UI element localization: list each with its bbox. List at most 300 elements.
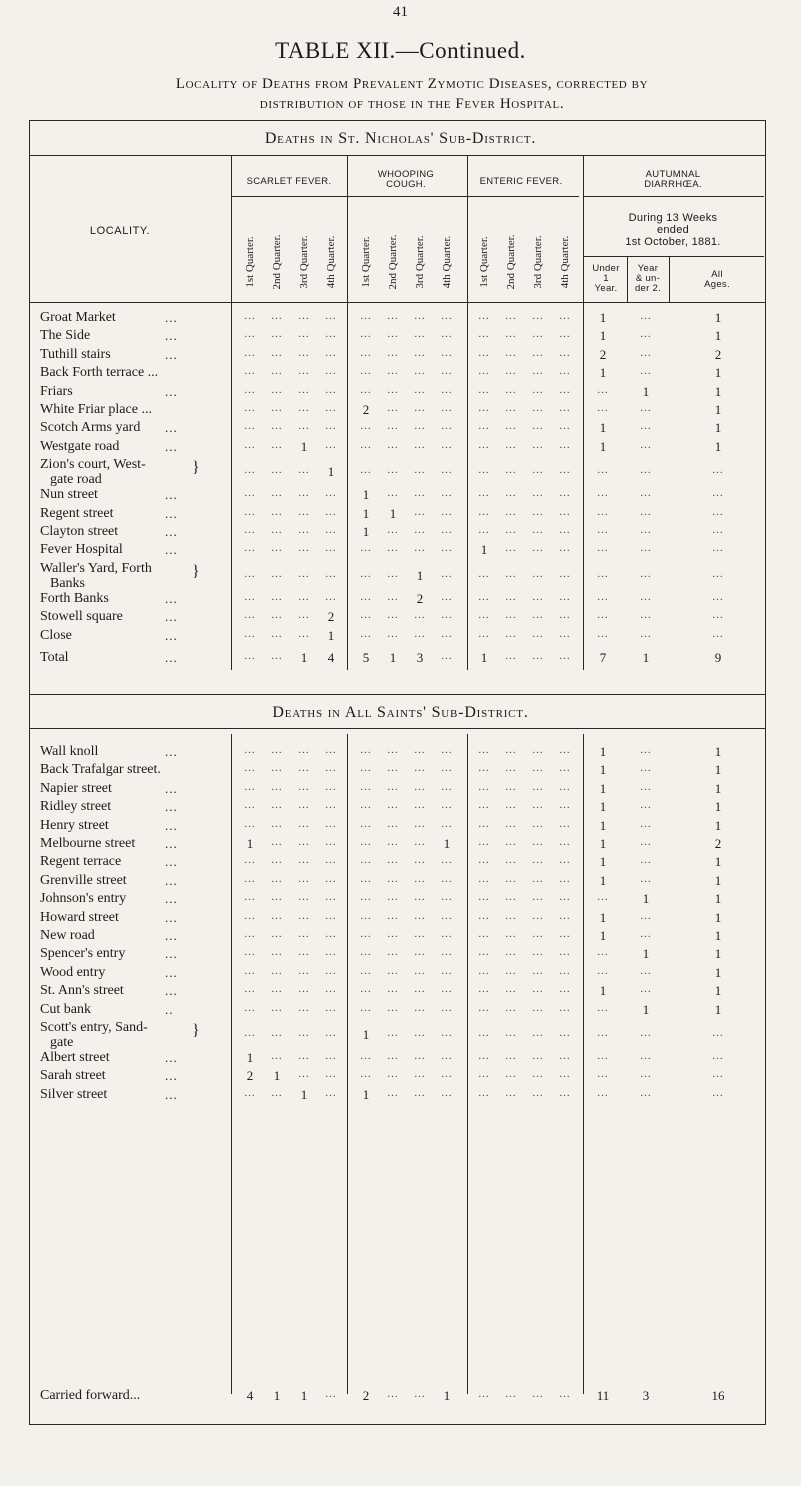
empty-cell: ...: [244, 1086, 256, 1099]
empty-cell: ...: [532, 983, 544, 996]
locality-name: Westgate road: [40, 438, 120, 454]
leader-dots: ...: [165, 505, 178, 521]
empty-cell: ...: [244, 946, 256, 959]
empty-cell: ...: [441, 542, 453, 555]
empty-cell: ...: [559, 762, 571, 775]
empty-cell: ...: [441, 964, 453, 977]
empty-cell: ...: [640, 964, 652, 977]
empty-cell: ...: [298, 487, 310, 500]
empty-cell: ...: [325, 854, 337, 867]
empty-cell: ...: [640, 1068, 652, 1081]
table-row: [0, 818, 801, 836]
empty-cell: ...: [298, 744, 310, 756]
empty-cell: ...: [387, 420, 399, 433]
empty-cell: ...: [325, 346, 337, 359]
empty-cell: ...: [244, 310, 256, 322]
empty-cell: ...: [559, 1050, 571, 1062]
locality-name: Forth Banks: [40, 590, 109, 606]
empty-cell: ...: [640, 762, 652, 775]
empty-cell: ...: [640, 872, 652, 885]
empty-cell: ...: [360, 627, 372, 640]
empty-cell: ...: [271, 928, 283, 940]
leader-dots: ...: [165, 928, 178, 943]
cell-value: 1: [599, 799, 607, 815]
empty-cell: ...: [640, 854, 652, 867]
empty-cell: ...: [360, 365, 372, 378]
empty-cell: ...: [559, 964, 571, 977]
empty-cell: ...: [532, 524, 544, 536]
empty-cell: ...: [597, 1068, 609, 1081]
empty-cell: ...: [532, 310, 544, 322]
empty-cell: ...: [271, 464, 283, 477]
empty-cell: ...: [414, 609, 426, 622]
empty-cell: ...: [298, 567, 310, 580]
empty-cell: ...: [532, 872, 544, 885]
empty-cell: ...: [244, 590, 256, 603]
empty-cell: ...: [441, 891, 453, 904]
cell-value: 1: [714, 438, 722, 454]
empty-cell: ...: [597, 1001, 609, 1014]
table-title: TABLE XII.—Continued.: [275, 38, 526, 63]
empty-cell: ...: [532, 1086, 544, 1099]
cell-value: 1: [273, 1388, 281, 1403]
empty-cell: ...: [360, 310, 372, 322]
empty-cell: ...: [271, 946, 283, 959]
empty-cell: ...: [325, 762, 337, 775]
empty-cell: ...: [505, 365, 517, 378]
locality-name: Scotch Arms yard: [40, 420, 141, 436]
empty-cell: ...: [559, 650, 571, 662]
empty-cell: ...: [532, 505, 544, 518]
empty-cell: ...: [298, 328, 310, 341]
empty-cell: ...: [712, 627, 724, 640]
under-1-year-header-2: 1: [603, 273, 609, 284]
empty-cell: ...: [325, 402, 337, 414]
empty-cell: ...: [478, 762, 490, 775]
locality-name: New road: [40, 928, 95, 943]
locality-name: Wall knoll: [40, 744, 99, 759]
empty-cell: ...: [505, 383, 517, 396]
empty-cell: ...: [387, 524, 399, 536]
empty-cell: ...: [441, 365, 453, 378]
leader-dots: ...: [165, 780, 178, 796]
empty-cell: ...: [387, 464, 399, 477]
empty-cell: ...: [325, 817, 337, 830]
locality-name: Tuthill stairs: [40, 346, 111, 362]
empty-cell: ...: [505, 487, 517, 500]
leader-dots: ...: [165, 590, 178, 606]
empty-cell: ...: [387, 1086, 399, 1099]
empty-cell: ...: [712, 1068, 724, 1081]
empty-cell: ...: [505, 891, 517, 904]
empty-cell: ...: [414, 964, 426, 977]
cell-value: 1: [327, 627, 335, 643]
empty-cell: ...: [478, 590, 490, 603]
table-row: [0, 439, 801, 457]
empty-cell: ...: [712, 524, 724, 536]
empty-cell: ...: [505, 872, 517, 885]
empty-cell: ...: [597, 1027, 609, 1039]
cell-value: 1: [599, 817, 607, 833]
cell-value: 1: [714, 420, 722, 436]
empty-cell: ...: [505, 1388, 517, 1400]
empty-cell: ...: [325, 1001, 337, 1014]
empty-cell: ...: [640, 310, 652, 322]
empty-cell: ...: [597, 524, 609, 536]
empty-cell: ...: [298, 836, 310, 848]
empty-cell: ...: [244, 1001, 256, 1014]
locality-name: Groat Market: [40, 310, 116, 325]
empty-cell: ...: [244, 365, 256, 378]
empty-cell: ...: [360, 438, 372, 451]
locality-name: Johnson's entry: [40, 891, 127, 907]
empty-cell: ...: [360, 817, 372, 830]
empty-cell: ...: [559, 609, 571, 622]
table-row: [0, 384, 801, 402]
leader-dots: ...: [165, 1068, 178, 1084]
empty-cell: ...: [441, 310, 453, 322]
empty-cell: ...: [244, 872, 256, 885]
empty-cell: ...: [441, 650, 453, 662]
leader-dots: ...: [165, 487, 178, 503]
empty-cell: ...: [640, 744, 652, 756]
leader-dots: ...: [165, 383, 178, 399]
empty-cell: ...: [505, 524, 517, 536]
empty-cell: ...: [478, 524, 490, 536]
empty-cell: ...: [441, 487, 453, 500]
empty-cell: ...: [244, 524, 256, 536]
empty-cell: ...: [532, 836, 544, 848]
empty-cell: ...: [387, 365, 399, 378]
empty-cell: ...: [298, 909, 310, 922]
page-number: 41: [393, 4, 408, 20]
empty-cell: ...: [478, 365, 490, 378]
empty-cell: ...: [271, 909, 283, 922]
empty-cell: ...: [559, 836, 571, 848]
locality-name: Ridley street: [40, 799, 112, 815]
brace-mark: }: [192, 459, 200, 477]
empty-cell: ...: [532, 1001, 544, 1014]
empty-cell: ...: [244, 567, 256, 580]
empty-cell: ...: [244, 328, 256, 341]
empty-cell: ...: [559, 872, 571, 885]
cell-value: 1: [599, 780, 607, 796]
table-row: [0, 542, 801, 560]
empty-cell: ...: [505, 854, 517, 867]
leader-dots: ...: [165, 744, 178, 759]
empty-cell: ...: [559, 1086, 571, 1099]
cell-value: 1: [599, 854, 607, 870]
empty-cell: ...: [478, 402, 490, 414]
empty-cell: ...: [360, 542, 372, 555]
empty-cell: ...: [532, 464, 544, 477]
cell-value: 4: [246, 1388, 254, 1403]
empty-cell: ...: [559, 744, 571, 756]
empty-cell: ...: [597, 567, 609, 580]
empty-cell: ...: [271, 983, 283, 996]
empty-cell: ...: [325, 420, 337, 433]
empty-cell: ...: [640, 836, 652, 848]
empty-cell: ...: [325, 438, 337, 451]
empty-cell: ...: [640, 1086, 652, 1099]
empty-cell: ...: [441, 854, 453, 867]
empty-cell: ...: [271, 891, 283, 904]
locality-name: White Friar place ...: [40, 402, 152, 417]
table-subtitle-line2: distribution of those in the Fever Hospital.: [259, 96, 565, 112]
empty-cell: ...: [387, 891, 399, 904]
table-row: [0, 946, 801, 964]
cell-value: 1: [480, 542, 488, 558]
empty-cell: ...: [244, 909, 256, 922]
cell-value: 3: [642, 1388, 650, 1403]
cell-value: 1: [362, 505, 370, 521]
empty-cell: ...: [505, 346, 517, 359]
table-row: [0, 1087, 801, 1105]
empty-cell: ...: [478, 983, 490, 996]
leader-dots: ...: [165, 438, 178, 454]
empty-cell: ...: [478, 438, 490, 451]
leader-dots: ...: [165, 328, 178, 344]
empty-cell: ...: [325, 383, 337, 396]
leader-dots: ...: [165, 542, 178, 558]
empty-cell: ...: [360, 946, 372, 959]
empty-cell: ...: [532, 609, 544, 622]
empty-cell: ...: [532, 1068, 544, 1081]
empty-cell: ...: [478, 928, 490, 940]
leader-dots: ...: [165, 964, 178, 980]
empty-cell: ...: [478, 1001, 490, 1014]
locality-name: Regent street: [40, 505, 114, 521]
autumnal-header-1: AUTUMNAL: [645, 169, 701, 180]
leader-dots: ...: [165, 346, 178, 362]
empty-cell: ...: [532, 799, 544, 812]
empty-cell: ...: [414, 420, 426, 433]
cell-value: 1: [642, 891, 650, 907]
empty-cell: ...: [298, 872, 310, 885]
empty-cell: ...: [271, 836, 283, 848]
empty-cell: ...: [271, 383, 283, 396]
empty-cell: ...: [597, 464, 609, 477]
cell-value: 1: [599, 310, 607, 325]
empty-cell: ...: [414, 817, 426, 830]
table-row: [0, 1020, 801, 1050]
empty-cell: ...: [441, 328, 453, 341]
empty-cell: ...: [325, 524, 337, 536]
empty-cell: ...: [559, 346, 571, 359]
empty-cell: ...: [414, 891, 426, 904]
empty-cell: ...: [360, 891, 372, 904]
cell-value: 1: [599, 872, 607, 888]
empty-cell: ...: [559, 590, 571, 603]
empty-cell: ...: [414, 909, 426, 922]
empty-cell: ...: [478, 383, 490, 396]
empty-cell: ...: [414, 946, 426, 959]
empty-cell: ...: [271, 744, 283, 756]
empty-cell: ...: [244, 487, 256, 500]
empty-cell: ...: [559, 402, 571, 414]
empty-cell: ...: [271, 609, 283, 622]
empty-cell: ...: [478, 1068, 490, 1081]
empty-cell: ...: [387, 983, 399, 996]
empty-cell: ...: [597, 383, 609, 396]
empty-cell: ...: [559, 909, 571, 922]
cell-value: 1: [714, 946, 722, 962]
locality-name-continued: gate road: [50, 472, 102, 488]
empty-cell: ...: [505, 328, 517, 341]
rule: [627, 256, 628, 303]
table-row: [0, 457, 801, 488]
all-ages-header-2: Ages.: [704, 279, 730, 290]
leader-dots: ...: [165, 891, 178, 907]
empty-cell: ...: [441, 817, 453, 830]
empty-cell: ...: [325, 928, 337, 940]
empty-cell: ...: [478, 1086, 490, 1099]
empty-cell: ...: [478, 420, 490, 433]
empty-cell: ...: [244, 817, 256, 830]
empty-cell: ...: [414, 872, 426, 885]
leader-dots: ...: [165, 650, 178, 665]
rule: [669, 256, 670, 303]
empty-cell: ...: [387, 627, 399, 640]
empty-cell: ...: [441, 1027, 453, 1039]
empty-cell: ...: [298, 1001, 310, 1014]
empty-cell: ...: [360, 928, 372, 940]
cell-value: 5: [362, 650, 370, 665]
empty-cell: ...: [325, 964, 337, 977]
empty-cell: ...: [271, 650, 283, 662]
cell-value: 1: [714, 854, 722, 870]
empty-cell: ...: [414, 1001, 426, 1014]
cell-value: 4: [327, 650, 335, 665]
empty-cell: ...: [712, 609, 724, 622]
locality-name: Total: [40, 650, 69, 665]
empty-cell: ...: [478, 310, 490, 322]
empty-cell: ...: [244, 346, 256, 359]
empty-cell: ...: [387, 567, 399, 580]
empty-cell: ...: [505, 402, 517, 414]
empty-cell: ...: [387, 817, 399, 830]
table-row: [0, 347, 801, 365]
empty-cell: ...: [712, 1086, 724, 1099]
empty-cell: ...: [360, 1050, 372, 1062]
empty-cell: ...: [559, 891, 571, 904]
empty-cell: ...: [441, 438, 453, 451]
empty-cell: ...: [387, 310, 399, 322]
empty-cell: ...: [414, 780, 426, 793]
cell-value: 1: [714, 891, 722, 907]
empty-cell: ...: [298, 590, 310, 603]
whooping-header-1: WHOOPING: [377, 169, 435, 180]
empty-cell: ...: [298, 799, 310, 812]
table-row: [0, 983, 801, 1001]
empty-cell: ...: [360, 872, 372, 885]
table-row: [0, 328, 801, 346]
locality-name: Friars: [40, 383, 73, 399]
empty-cell: ...: [532, 1027, 544, 1039]
empty-cell: ...: [505, 817, 517, 830]
locality-name: Clayton street: [40, 524, 119, 539]
empty-cell: ...: [640, 524, 652, 536]
cell-value: 1: [642, 650, 650, 665]
empty-cell: ...: [244, 420, 256, 433]
cell-value: 1: [389, 650, 397, 665]
empty-cell: ...: [559, 928, 571, 940]
empty-cell: ...: [271, 420, 283, 433]
empty-cell: ...: [387, 928, 399, 940]
empty-cell: ...: [597, 946, 609, 959]
leader-dots: ...: [165, 524, 178, 539]
empty-cell: ...: [244, 402, 256, 414]
locality-name: Stowell square: [40, 609, 123, 625]
empty-cell: ...: [387, 1068, 399, 1081]
leader-dots: ...: [165, 1050, 178, 1065]
leader-dots: ...: [165, 872, 178, 888]
empty-cell: ...: [532, 650, 544, 662]
empty-cell: ...: [478, 854, 490, 867]
table-row: [0, 928, 801, 946]
rule: [29, 155, 765, 156]
empty-cell: ...: [441, 780, 453, 793]
empty-cell: ...: [360, 964, 372, 977]
empty-cell: ...: [505, 438, 517, 451]
cell-value: 1: [599, 909, 607, 925]
locality-name: Zion's court, West-: [40, 457, 146, 473]
empty-cell: ...: [505, 1050, 517, 1062]
empty-cell: ...: [559, 464, 571, 477]
empty-cell: ...: [559, 854, 571, 867]
table-row: [0, 1068, 801, 1086]
whooping-header-2: COUGH.: [386, 179, 426, 190]
empty-cell: ...: [478, 567, 490, 580]
empty-cell: ...: [360, 590, 372, 603]
empty-cell: ...: [387, 542, 399, 555]
table-row: [0, 591, 801, 609]
locality-name-continued: gate: [50, 1035, 74, 1050]
leader-dots: ...: [165, 946, 178, 962]
empty-cell: ...: [325, 567, 337, 580]
cell-value: 2: [599, 346, 607, 362]
rule: [583, 196, 764, 197]
locality-name: Fever Hospital: [40, 542, 123, 558]
empty-cell: ...: [298, 346, 310, 359]
empty-cell: ...: [360, 383, 372, 396]
empty-cell: ...: [360, 1001, 372, 1014]
table-row: [0, 1002, 801, 1020]
cell-value: 1: [714, 872, 722, 888]
empty-cell: ...: [298, 627, 310, 640]
cell-value: 1: [389, 505, 397, 521]
cell-value: 1: [599, 438, 607, 454]
empty-cell: ...: [414, 762, 426, 775]
empty-cell: ...: [505, 946, 517, 959]
cell-value: 9: [714, 650, 722, 665]
empty-cell: ...: [532, 817, 544, 830]
empty-cell: ...: [244, 854, 256, 867]
empty-cell: ...: [532, 438, 544, 451]
cell-value: 1: [714, 383, 722, 399]
locality-name: Sarah street: [40, 1068, 106, 1084]
empty-cell: ...: [505, 1068, 517, 1081]
table-row: [0, 365, 801, 383]
year-under-2-header-2: & un-: [635, 273, 661, 284]
empty-cell: ...: [712, 487, 724, 500]
empty-cell: ...: [360, 854, 372, 867]
cell-value: 1: [714, 928, 722, 943]
rule: [467, 196, 579, 197]
all-ages-header-1: All: [711, 269, 723, 280]
empty-cell: ...: [478, 609, 490, 622]
empty-cell: ...: [244, 983, 256, 996]
